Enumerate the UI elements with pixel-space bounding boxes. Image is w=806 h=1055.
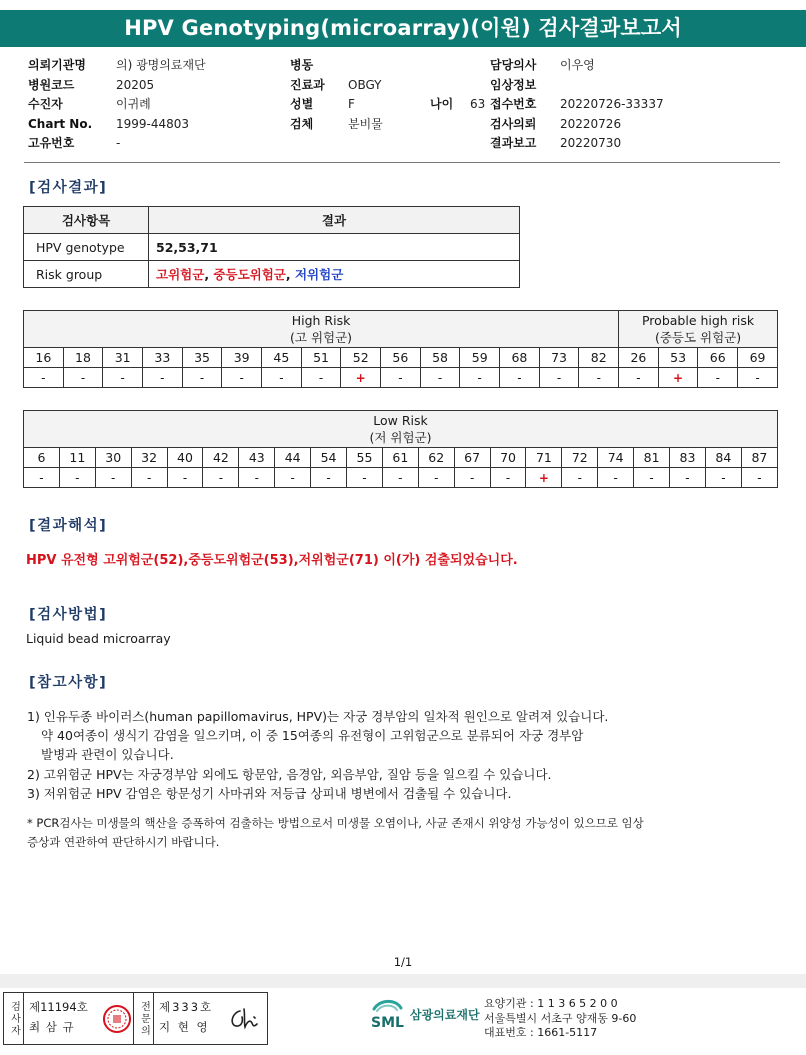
note-line: 1) 인유두종 바이러스(human papillomavirus, HPV)는 자궁 경부암의 일차적 원인으로 알려져 있습니다. [27,709,609,724]
genotype-result-cell: - [301,368,341,388]
specialist-name: 지 현 영 [159,1020,210,1034]
table-row [24,234,520,261]
genotype-number-cell: 51 [301,348,341,368]
genotype-number-cell: 59 [460,348,500,368]
genotype-result-cell: + [341,368,381,388]
high-risk-header [24,311,619,348]
genotype-number-cell: 18 [63,348,103,368]
genotype-number-cell: 62 [418,448,454,468]
genotype-number-cell: 54 [311,448,347,468]
info-label: 담당의사 [490,58,537,72]
age-label: 나이 [430,97,454,111]
genotype-number-cell: 26 [619,348,659,368]
genotype-result-cell: - [143,368,183,388]
genotype-result-cell: - [539,368,579,388]
info-left-column [28,56,206,154]
info-value: 20220726 [560,116,622,131]
genotype-result-cell: - [619,368,659,388]
age-value: 63 [470,97,486,111]
sml-logo-icon [368,997,406,1031]
genotype-result-cell: - [738,368,778,388]
note-line: 약 40여종이 생식기 감염을 일으키며, 이 중 15여종의 유전형이 고위험군으로 분류되어 자궁 경부암 [41,728,584,744]
info-label: 병원코드 [28,77,75,92]
method-text: Liquid bead microarray [26,631,171,646]
genotype-number-cell: 52 [341,348,381,368]
signature-icon [220,993,267,1044]
genotype-result-cell: - [347,468,383,488]
genotype-number-cell: 70 [490,448,526,468]
logo-name: 삼광의료재단 [410,1007,480,1022]
section-title-method: [검사방법] [29,607,108,623]
info-row [28,56,206,76]
genotype-result-cell: - [698,368,738,388]
risk-sep: , [204,267,214,282]
genotype-number-cell: 81 [634,448,670,468]
info-label: 수진자 [28,97,63,111]
tester-info [24,993,100,1044]
genotype-number-cell: 72 [562,448,598,468]
genotype-number-cell: 16 [24,348,64,368]
info-row [490,115,664,135]
info-value: 20220726-33337 [560,97,664,111]
risk-sep: , [285,267,295,282]
genotype-number-cell: 74 [598,448,634,468]
genotype-number-cell: 11 [59,448,95,468]
genotype-result-cell: - [63,368,103,388]
info-value: 분비물 [348,116,383,131]
genotype-result-cell: - [24,368,64,388]
genotype-result-cell: - [103,368,143,388]
seal-stamp-icon [100,993,134,1044]
genotype-result-cell: - [741,468,777,488]
info-value: 의) 광명의료재단 [116,58,206,72]
probable-risk-header [619,311,778,348]
info-label: 성별 [290,97,314,111]
genotype-result-cell: - [239,468,275,488]
info-value: F [348,97,355,111]
genotype-number-cell: 87 [741,448,777,468]
notes-list [27,707,608,803]
result-row [24,368,778,388]
header-divider [24,162,780,163]
contact-info [484,997,636,1041]
contact-line: 요양기관 : 1 1 3 6 5 2 0 0 [484,997,618,1010]
info-row [290,56,485,76]
genotype-number-cell: 71 [526,448,562,468]
logo-abbr: SML [371,1015,404,1031]
info-label: 의뢰기관명 [28,58,86,72]
page-number: 1/1 [393,955,413,969]
genotype-number-cell: 35 [182,348,222,368]
interpretation-text: HPV 유전형 고위험군(52),중등도위험군(53),저위험군(71) 이(가) 검출되었습니다. [26,553,518,568]
note-line: 2) 고위험군 HPV는 자궁경부암 외에도 항문암, 음경암, 외음부암, 질암 등을 일으킬 수 있습니다. [27,766,552,782]
info-value: 이귀례 [116,97,151,111]
genotype-number-cell: 82 [579,348,619,368]
genotype-result-cell: - [598,468,634,488]
info-row [290,76,485,96]
info-label: Chart No. [28,116,93,131]
type-row [24,348,778,368]
specialist-info [154,993,220,1044]
genotype-result-cell: - [167,468,203,488]
result-row [24,468,778,488]
footer-band [0,974,806,988]
info-row [28,76,206,96]
info-value: OBGY [348,77,382,92]
genotype-number-cell: 55 [347,448,383,468]
info-row [290,115,485,135]
genotype-result-cell: - [275,468,311,488]
info-value: 20205 [116,77,155,92]
genotype-number-cell: 39 [222,348,262,368]
genotype-number-cell: 69 [738,348,778,368]
risk-high: 고위험군 [156,267,205,282]
genotype-result-cell: + [526,468,562,488]
info-value: 1999-44803 [116,116,190,131]
genotype-result-cell: - [562,468,598,488]
high-risk-subtitle: (고 위험군) [290,330,353,345]
info-label: 검사의뢰 [490,116,537,131]
genotype-result-cell: - [420,368,460,388]
genotype-result-cell: - [24,468,60,488]
low-risk-subtitle: (저 위험군) [369,430,432,445]
genotype-result-cell: - [95,468,131,488]
info-label: 병동 [290,58,314,72]
genotype-number-cell: 73 [539,348,579,368]
section-title-notes: [참고사항] [29,675,108,691]
genotype-result-cell: - [203,468,239,488]
low-risk-header [24,411,778,448]
info-row [490,76,664,96]
info-value: - [116,136,121,150]
genotype-number-cell: 67 [454,448,490,468]
genotype-number-cell: 30 [95,448,131,468]
genotype-number-cell: 83 [670,448,706,468]
info-label: 접수번호 [490,97,537,111]
genotype-result-cell: - [579,368,619,388]
type-row [24,448,778,468]
genotype-result-cell: - [182,368,222,388]
risk-mid: 중등도위험군 [213,267,286,282]
info-row [28,95,206,115]
genotype-value: 52,53,71 [149,234,520,261]
table-row [24,311,778,348]
signature-box [3,992,268,1045]
genotype-number-cell: 68 [500,348,540,368]
genotype-result-cell: - [382,468,418,488]
high-risk-table [23,310,778,388]
low-risk-table [23,410,778,488]
genotype-result-cell: - [634,468,670,488]
genotype-result-cell: - [454,468,490,488]
info-label: 진료과 [290,77,325,92]
info-label: 검체 [290,116,314,131]
result-table [23,206,520,288]
genotype-label: HPV genotype [24,234,149,261]
col-header-item: 검사항목 [24,207,149,234]
genotype-result-cell: - [381,368,421,388]
info-right-column [490,56,664,154]
genotype-result-cell: - [670,468,706,488]
section-title-interpretation: [결과해석] [29,518,108,534]
info-row [290,95,485,115]
genotype-result-cell: - [59,468,95,488]
genotype-number-cell: 32 [131,448,167,468]
genotype-result-cell: - [705,468,741,488]
risk-group-value [149,261,520,288]
genotype-number-cell: 6 [24,448,60,468]
genotype-number-cell: 44 [275,448,311,468]
info-row [490,56,664,76]
contact-line: 서울특별시 서초구 양재동 9-60 [484,1011,637,1025]
tester-name: 최 삼 규 [29,1020,75,1034]
sml-logo [368,997,480,1031]
tester-license: 제11194호 [29,1000,88,1014]
contact-line: 대표번호 : 1661-5117 [484,1026,598,1039]
genotype-result-cell: - [418,468,454,488]
genotype-number-cell: 53 [658,348,698,368]
info-row [490,95,664,115]
col-header-result: 결과 [149,207,520,234]
table-row [24,261,520,288]
table-row [24,411,778,448]
genotype-number-cell: 43 [239,448,275,468]
probable-risk-title: Probable high risk [641,313,755,328]
genotype-number-cell: 40 [167,448,203,468]
note-line: 발병과 관련이 있습니다. [41,747,174,763]
info-row [28,134,206,154]
genotype-number-cell: 42 [203,448,239,468]
low-risk-title: Low Risk [373,413,428,428]
genotype-number-cell: 45 [262,348,302,368]
risk-group-label: Risk group [24,261,149,288]
genotype-number-cell: 61 [382,448,418,468]
report-title: HPV Genotyping(microarray)(이원) 검사결과보고서 [0,10,806,47]
info-mid-column [290,56,485,134]
genotype-result-cell: - [131,468,167,488]
footnote [27,814,644,851]
info-row [28,115,206,135]
note-line: 3) 저위험군 HPV 감염은 항문성기 사마귀와 저등급 상피내 병변에서 검출될 수 있습니다. [27,785,512,801]
section-title-result: [검사결과] [29,180,108,196]
genotype-result-cell: - [490,468,526,488]
genotype-number-cell: 58 [420,348,460,368]
specialist-license: 제333호 [159,1000,214,1014]
genotype-number-cell: 56 [381,348,421,368]
genotype-result-cell: - [500,368,540,388]
genotype-number-cell: 31 [103,348,143,368]
genotype-number-cell: 66 [698,348,738,368]
probable-risk-subtitle: (중등도 위험군) [654,330,742,345]
info-label: 임상정보 [490,77,537,92]
tester-side-label: 검사자 [4,993,24,1044]
genotype-result-cell: - [262,368,302,388]
table-row [24,207,520,234]
risk-low: 저위험군 [294,267,344,282]
genotype-number-cell: 33 [143,348,183,368]
genotype-result-cell: + [658,368,698,388]
footnote-line: * PCR검사는 미생물의 핵산을 증폭하여 검출하는 방법으로서 미생물 오염이나, 사균 존재시 위양성 가능성이 있으므로 임상 [27,816,644,830]
genotype-result-cell: - [460,368,500,388]
info-label: 고유번호 [28,136,75,150]
genotype-result-cell: - [222,368,262,388]
high-risk-title: High Risk [291,313,351,328]
info-value: 이우영 [560,58,595,72]
genotype-result-cell: - [311,468,347,488]
info-label: 결과보고 [490,136,537,150]
genotype-number-cell: 84 [705,448,741,468]
info-row [490,134,664,154]
info-value: 20220730 [560,136,622,150]
footnote-line: 증상과 연관하여 판단하시기 바랍니다. [27,834,220,849]
specialist-side-label: 전문의 [134,993,154,1044]
